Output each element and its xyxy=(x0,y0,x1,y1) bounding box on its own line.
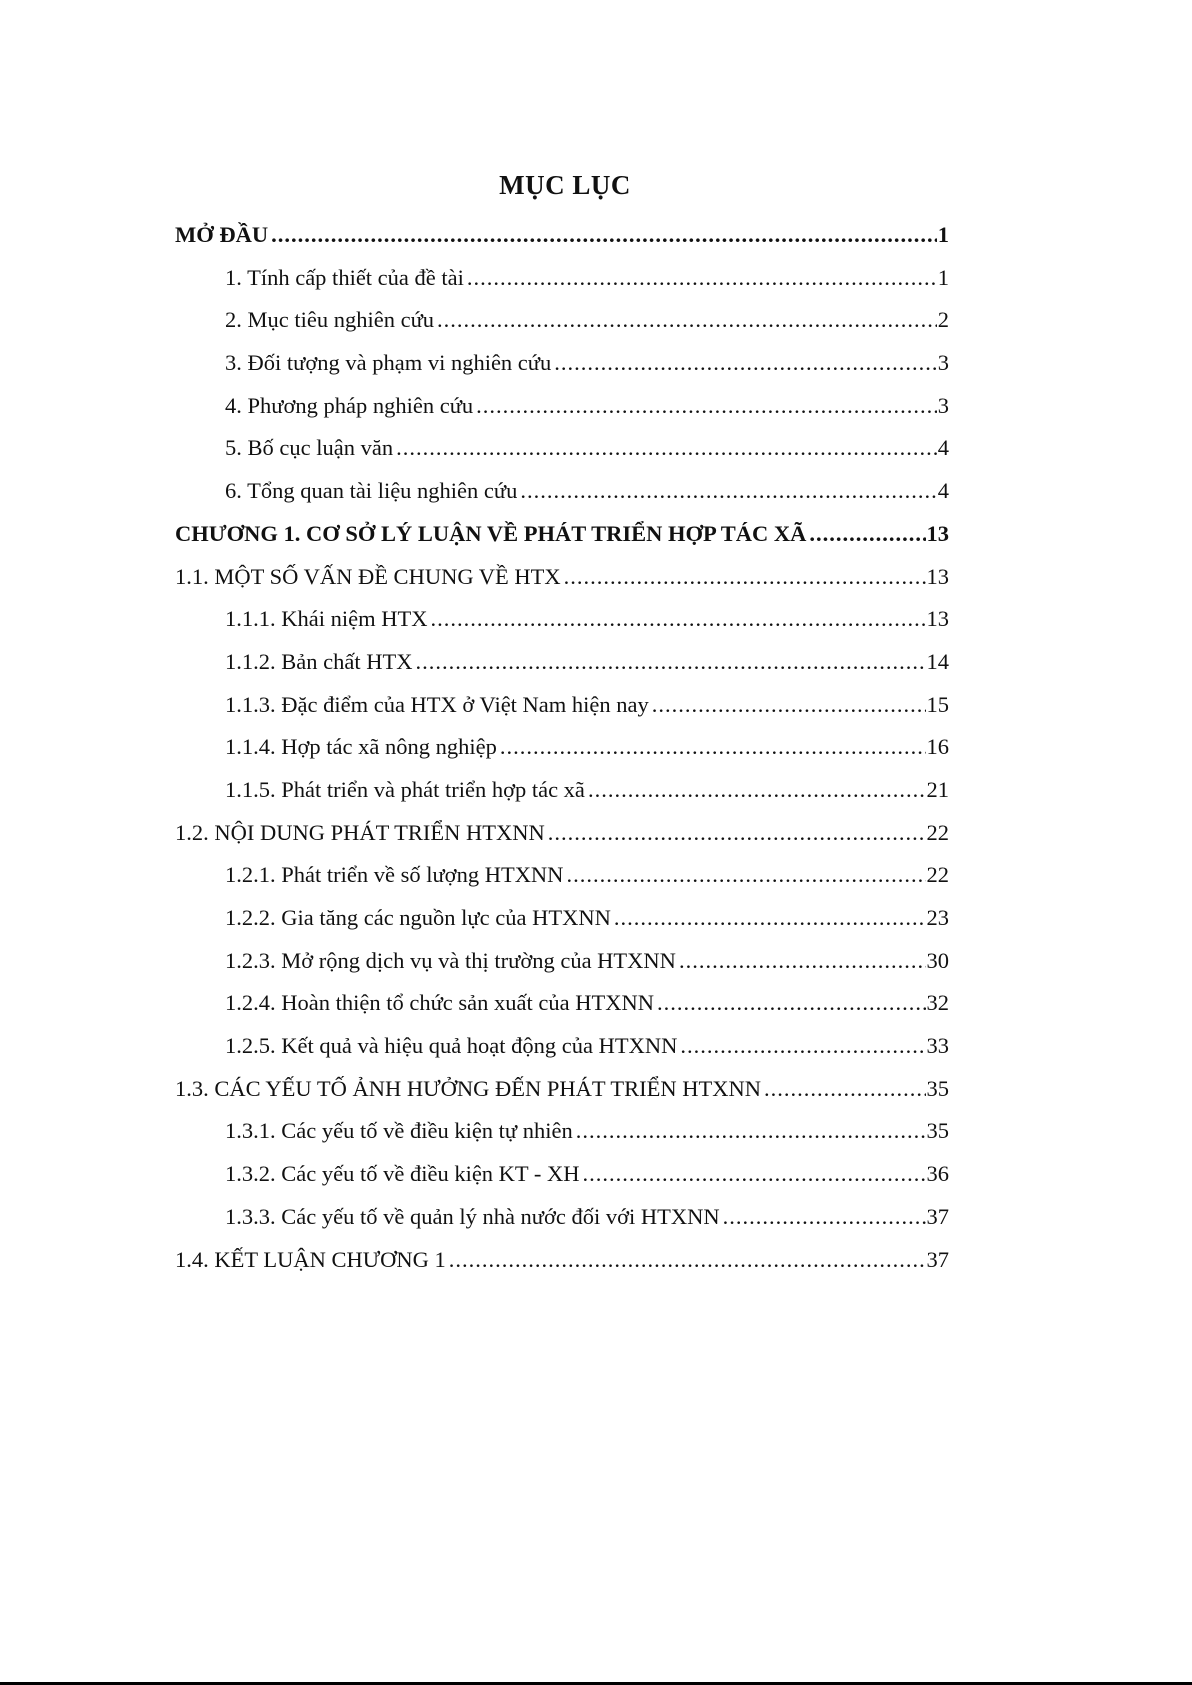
toc-entry-page: 4 xyxy=(937,435,949,461)
toc-entry-label: 1.3.1. Các yếu tố về điều kiện tự nhiên xyxy=(225,1118,573,1144)
toc-entry xyxy=(175,564,949,607)
toc-entry xyxy=(175,350,949,393)
toc-entry-page: 3 xyxy=(937,392,949,418)
toc-entry-label: 1.1.4. Hợp tác xã nông nghiệp xyxy=(225,734,497,760)
dot-leader xyxy=(415,649,925,675)
toc-entry-label: 1.2.3. Mở rộng dịch vụ và thị trường của HTXNN xyxy=(225,947,676,973)
toc-entry-page: 35 xyxy=(926,1075,949,1101)
toc-entry xyxy=(175,222,949,265)
toc-entry-page: 14 xyxy=(926,648,949,674)
toc-entry-page: 1 xyxy=(937,264,949,290)
toc-entry xyxy=(175,649,949,692)
toc-entry-label: 1.2.1. Phát triển về số lượng HTXNN xyxy=(225,862,564,888)
toc-title: MỤC LỤC xyxy=(499,170,631,200)
toc-entry-page: 13 xyxy=(926,520,949,546)
dot-leader xyxy=(679,948,926,974)
toc-entry xyxy=(175,521,949,564)
toc-entry xyxy=(175,1118,949,1161)
dot-leader xyxy=(548,820,926,846)
toc-entry-page: 21 xyxy=(926,776,949,802)
toc-entry-page: 32 xyxy=(926,990,949,1016)
toc-entry-page: 22 xyxy=(926,862,949,888)
toc-entry-label: 1.2.2. Gia tăng các nguồn lực của HTXNN xyxy=(225,905,611,930)
toc-entry-page: 30 xyxy=(926,947,949,973)
toc-entry-label: 1.1.1. Khái niệm HTX xyxy=(225,606,428,632)
toc-entry xyxy=(175,990,949,1033)
toc-entry xyxy=(175,862,949,905)
toc-entry xyxy=(175,905,949,948)
toc-entry-page: 2 xyxy=(937,307,949,333)
dot-leader xyxy=(583,1161,926,1187)
dot-leader xyxy=(588,777,926,803)
dot-leader xyxy=(271,222,937,248)
dot-leader xyxy=(437,307,937,333)
dot-leader xyxy=(520,478,936,504)
toc-entry-label: 1.3.3. Các yếu tố về quản lý nhà nước đối với HTXNN xyxy=(225,1203,720,1229)
table-of-contents xyxy=(175,222,949,1289)
toc-entry-page: 1 xyxy=(937,222,949,247)
dot-leader xyxy=(500,734,926,760)
toc-entry-page: 33 xyxy=(926,1033,949,1059)
toc-entry-label: 1.4. KẾT LUẬN CHƯƠNG 1 xyxy=(175,1246,446,1272)
dot-leader xyxy=(554,350,937,376)
dot-leader xyxy=(657,990,926,1016)
toc-entry xyxy=(175,692,949,735)
dot-leader xyxy=(449,1247,926,1273)
toc-entry xyxy=(175,1076,949,1119)
dot-leader xyxy=(476,393,937,419)
dot-leader xyxy=(614,905,926,931)
toc-entry xyxy=(175,265,949,308)
toc-entry-page: 13 xyxy=(926,563,949,589)
toc-entry xyxy=(175,393,949,436)
toc-entry-label: 1.3.2. Các yếu tố về điều kiện KT - XH xyxy=(225,1161,580,1187)
toc-entry-page: 13 xyxy=(926,606,949,632)
toc-entry-page: 37 xyxy=(926,1203,949,1229)
toc-entry-label: CHƯƠNG 1. CƠ SỞ LÝ LUẬN VỀ PHÁT TRIỂN HỢP TÁC XÃ xyxy=(175,520,807,546)
dot-leader xyxy=(396,435,937,461)
toc-entry-label: 3. Đối tượng và phạm vi nghiên cứu xyxy=(225,350,552,376)
toc-entry-label: 1.2. NỘI DUNG PHÁT TRIỂN HTXNN xyxy=(175,819,545,845)
toc-entry-label: 1.1.5. Phát triển và phát triển hợp tác xã xyxy=(225,776,585,802)
toc-entry-label: 1.1. MỘT SỐ VẤN ĐỀ CHUNG VỀ HTX xyxy=(175,563,561,589)
dot-leader xyxy=(430,606,925,632)
dot-leader xyxy=(576,1118,926,1144)
toc-entry xyxy=(175,777,949,820)
toc-entry-label: 2. Mục tiêu nghiên cứu xyxy=(225,307,435,333)
toc-entry xyxy=(175,1033,949,1076)
dot-leader xyxy=(723,1204,926,1230)
toc-entry-label: 5. Bố cục luận văn xyxy=(225,435,394,461)
dot-leader xyxy=(809,521,925,547)
toc-entry-label: 1.1.3. Đặc điểm của HTX ở Việt Nam hiện nay xyxy=(225,691,649,717)
dot-leader xyxy=(652,692,926,718)
dot-leader xyxy=(467,265,937,291)
toc-entry-page: 37 xyxy=(926,1246,949,1272)
toc-entry xyxy=(175,948,949,991)
toc-entry-page: 3 xyxy=(937,350,949,376)
dot-leader xyxy=(764,1076,926,1102)
toc-entry-label: 1.2.5. Kết quả và hiệu quả hoạt động của HTXNN xyxy=(225,1033,678,1059)
toc-entry-page: 4 xyxy=(937,478,949,504)
toc-entry-label: 4. Phương pháp nghiên cứu xyxy=(225,392,474,418)
toc-entry xyxy=(175,1161,949,1204)
dot-leader xyxy=(566,862,925,888)
toc-entry xyxy=(175,820,949,863)
toc-entry xyxy=(175,478,949,521)
toc-entry-page: 35 xyxy=(926,1118,949,1144)
toc-entry-label: 6. Tổng quan tài liệu nghiên cứu xyxy=(225,478,518,504)
toc-entry-page: 36 xyxy=(926,1161,949,1187)
toc-entry-page: 23 xyxy=(926,905,949,930)
toc-entry-label: 1.1.2. Bản chất HTX xyxy=(225,648,413,674)
toc-entry xyxy=(175,1247,949,1290)
toc-entry xyxy=(175,307,949,350)
toc-entry-page: 15 xyxy=(926,691,949,717)
toc-entry-label: 1. Tính cấp thiết của đề tài xyxy=(225,264,464,290)
toc-entry xyxy=(175,734,949,777)
toc-entry-page: 22 xyxy=(926,819,949,845)
toc-entry-label: 1.2.4. Hoàn thiện tổ chức sản xuất của HTXNN xyxy=(225,990,654,1016)
toc-entry-label: MỞ ĐẦU xyxy=(175,222,269,247)
toc-entry xyxy=(175,435,949,478)
toc-entry xyxy=(175,606,949,649)
toc-entry-page: 16 xyxy=(926,734,949,760)
dot-leader xyxy=(680,1033,925,1059)
toc-entry xyxy=(175,1204,949,1247)
dot-leader xyxy=(564,564,926,590)
toc-entry-label: 1.3. CÁC YẾU TỐ ẢNH HƯỞNG ĐẾN PHÁT TRIỂN HTXNN xyxy=(175,1075,761,1101)
